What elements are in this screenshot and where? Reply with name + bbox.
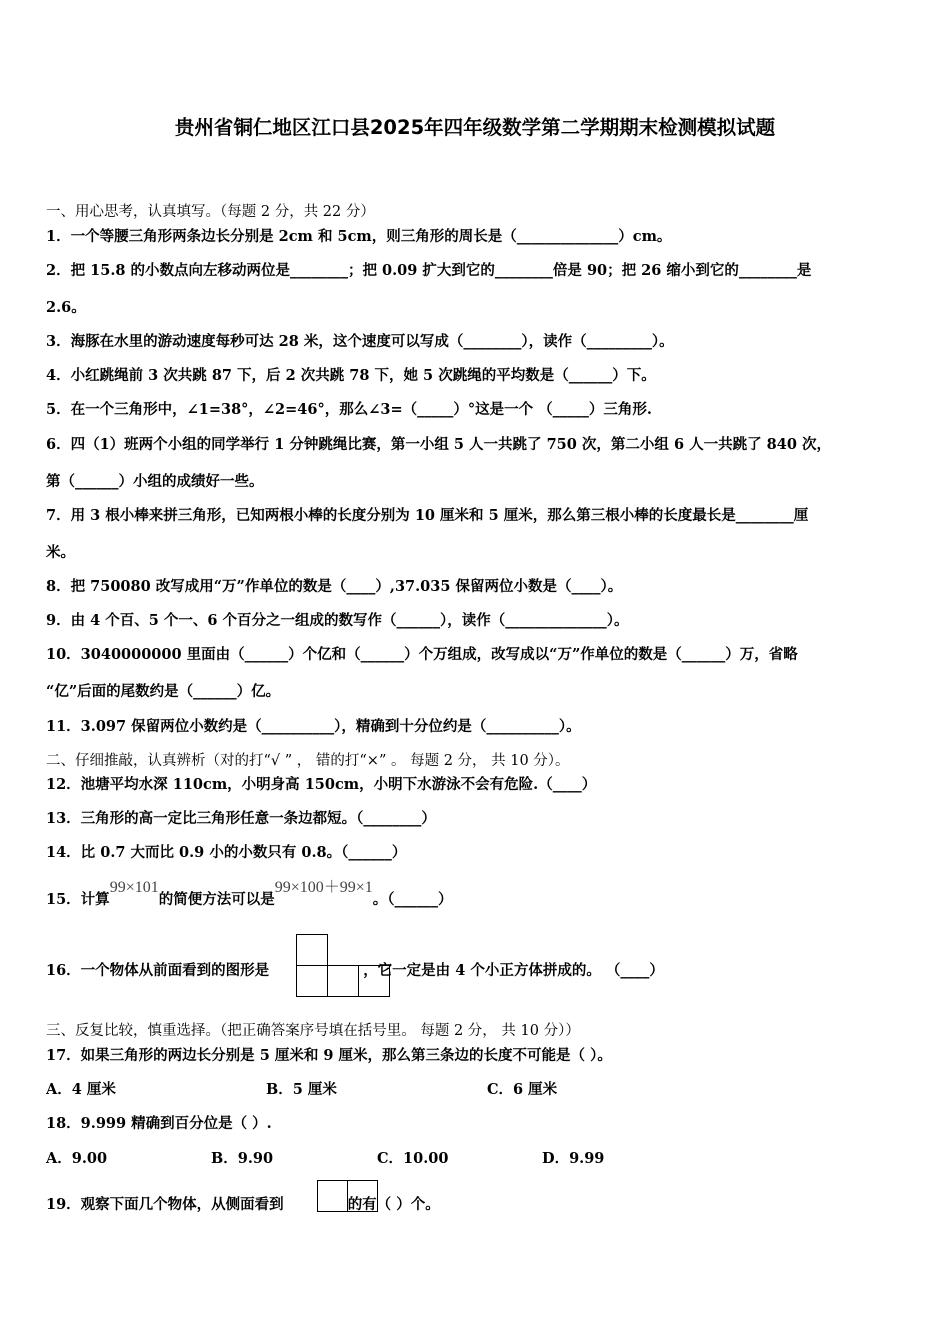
question-18: 18．9.999 精确到百分位是（ ）. [46,1115,272,1132]
expression-99x101: 99×101 [109,879,159,896]
question-3: 3．海豚在水里的游动速度每秒可达 28 米，这个速度可以写成（________），读作（_________）。 [46,333,674,350]
side-view-figure [317,1180,379,1212]
question-10-line2: “亿”后面的尾数约是（______）亿。 [46,683,281,700]
question-4: 4．小红跳绳前 3 次共跳 87 下，后 2 次共跳 78 下，她 5 次跳绳的平均数是（______）下。 [46,367,656,384]
question-14: 14．比 0.7 大而比 0.9 小的小数只有 0.8。（______） [46,844,407,861]
question-16-suffix: ，它一定是由 4 个小正方体拼成的。 （____） [363,962,664,979]
figure-square [296,965,328,997]
question-19-suffix: 的有（ ）个。 [347,1196,440,1213]
option-17-a: A．4 厘米 [46,1081,116,1098]
question-16-prefix: 16．一个物体从前面看到的图形是 [46,962,270,979]
question-10-line1: 10．3040000000 里面由（______）个亿和（______）个万组成，改写成以“万”作单位的数是（______）万，省略 [46,646,798,663]
figure-square [347,1180,378,1212]
front-view-figure [296,934,390,997]
section3-heading: 三、反复比较，慎重选择。（把正确答案序号填在括号里。 每题 2 分， 共 10 分）） [46,1023,580,1039]
question-8: 8．把 750080 改写成用“万”作单位的数是（____）,37.035 保留两位小数是（____）。 [46,578,623,595]
figure-square [296,934,328,966]
question-9: 9．由 4 个百、5 个一、6 个百分之一组成的数写作（______），读作（______________）。 [46,612,629,629]
question-2-line2: 2.6。 [46,299,86,316]
question-2-line1: 2．把 15.8 的小数点向左移动两位是________；把 0.09 扩大到它的________倍是 90；把 26 缩小到它的________是 [46,262,812,279]
question-13: 13．三角形的高一定比三角形任意一条边都短。（________） [46,810,436,827]
option-17-b: B．5 厘米 [266,1081,337,1098]
option-18-c: C．10.00 [377,1150,449,1167]
option-17-c: C．6 厘米 [487,1081,558,1098]
question-15-prefix: 15．计算 [46,891,110,908]
question-15-middle: 的简便方法可以是 [158,891,275,908]
question-19-prefix: 19．观察下面几个物体，从侧面看到 [46,1196,284,1213]
option-18-d: D．9.99 [542,1150,605,1167]
option-18-b: B．9.90 [211,1150,274,1167]
question-6-line2: 第（______）小组的成绩好一些。 [46,473,264,490]
expression-simplified: 99×100＋99×1 [274,879,373,896]
question-15-suffix: 。（______） [372,891,453,908]
question-7-line2: 米。 [46,544,75,561]
question-1: 1．一个等腰三角形两条边长分别是 2cm 和 5cm，则三角形的周长是（______________）cm。 [46,228,672,245]
question-11: 11．3.097 保留两位小数约是（__________），精确到十分位约是（__________）。 [46,718,581,735]
figure-square [317,1180,348,1212]
question-12: 12．池塘平均水深 110cm，小明身高 150cm，小明下水游泳不会有危险.（____） [46,776,597,793]
option-18-a: A．9.00 [46,1150,108,1167]
question-15 [46,879,453,910]
question-5: 5．在一个三角形中，∠1=38°，∠2=46°，那么∠3=（_____）°这是一个 （_____）三角形. [46,401,652,418]
question-17: 17．如果三角形的两边长分别是 5 厘米和 9 厘米，那么第三条边的长度不可能是（ ）。 [46,1047,612,1064]
figure-square [358,965,390,997]
figure-square [327,965,359,997]
question-19 [46,1195,440,1215]
section2-heading: 二、仔细推敲，认真辨析（对的打“√ ” ， 错的打“×” 。 每题 2 分， 共 10 分）。 [46,753,570,769]
question-6-line1: 6．四（1）班两个小组的同学举行 1 分钟跳绳比赛，第一小组 5 人一共跳了 750 次，第二小组 6 人一共跳了 840 次， [46,436,831,453]
page-title: 贵州省铜仁地区江口县2025年四年级数学第二学期期末检测模拟试题 [174,116,776,139]
question-7-line1: 7．用 3 根小棒来拼三角形，已知两根小棒的长度分别为 10 厘米和 5 厘米，那么第三根小棒的长度最长是________厘 [46,507,809,524]
section1-heading: 一、用心思考，认真填写。（每题 2 分，共 22 分） [46,204,375,220]
